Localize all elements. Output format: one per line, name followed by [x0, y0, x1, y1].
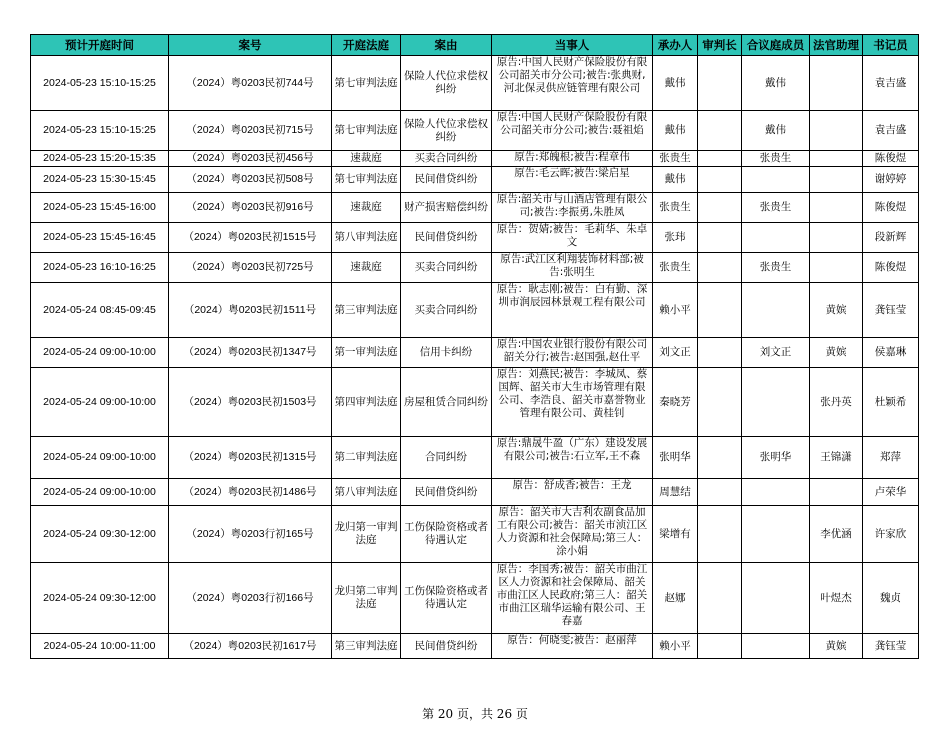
- panel-text: 张贵生: [759, 152, 792, 164]
- assistant-text: 黄嫔: [825, 639, 847, 652]
- cell-assistant: [810, 506, 863, 563]
- cell-time: [31, 111, 169, 151]
- court-text: 第三审判法庭: [334, 639, 398, 652]
- column-header: 承办人: [653, 35, 698, 56]
- court-text: 速裁庭: [350, 261, 382, 273]
- clerk-text: 卢荣华: [874, 485, 907, 498]
- cause-text: 保险人代位求偿权纠纷: [404, 117, 488, 143]
- cell-clerk: [863, 338, 919, 368]
- cell-judge: [653, 338, 698, 368]
- cell-parties: [492, 223, 653, 253]
- table-header-row: [31, 35, 919, 56]
- assistant-text: 黄嫔: [825, 303, 847, 316]
- case-text: （2024）粤0203行初166号: [186, 591, 314, 604]
- case-text: （2024）粤0203民初1511号: [183, 303, 317, 316]
- cell-panel: [742, 223, 810, 253]
- judge-text: 周慧结: [659, 485, 691, 498]
- cell-assistant: [810, 193, 863, 223]
- court-text: 第三审判法庭: [334, 303, 398, 316]
- cell-parties: [492, 437, 653, 479]
- cell-judge: [653, 479, 698, 506]
- column-header: 案由: [401, 35, 492, 56]
- cell-parties: [492, 368, 653, 437]
- cell-cause: [401, 634, 492, 659]
- court-text: 第二审判法庭: [334, 451, 398, 463]
- clerk-text: 段新辉: [874, 231, 907, 243]
- parties-text: 原告:毛云晖;被告:梁启星: [514, 167, 630, 179]
- table-body: [31, 56, 919, 659]
- cause-text: 民间借贷纠纷: [414, 173, 478, 185]
- column-header: 开庭法庭: [332, 35, 401, 56]
- cell-court: [332, 56, 401, 111]
- cell-court: [332, 437, 401, 479]
- cell-court: [332, 283, 401, 338]
- cell-cause: [401, 283, 492, 338]
- parties-text: 原告:鼎晟牛盈（广东）建设发展有限公司;被告:石立军,王不森: [496, 437, 648, 462]
- parties-text: 原告：韶关市大吉利农副食品加工有限公司;被告：韶关市浈江区人力资源和社会保障局;第三人：涂小娟: [496, 506, 648, 557]
- cell-clerk: [863, 56, 919, 111]
- judge-text: 赖小平: [659, 639, 691, 652]
- time-text: 2024-05-24 09:00-10:00: [43, 451, 156, 463]
- case-text: （2024）粤0203行初165号: [186, 527, 314, 540]
- cell-case: [169, 563, 332, 634]
- cell-clerk: [863, 283, 919, 338]
- cell-presiding: [698, 111, 742, 151]
- cell-panel: [742, 111, 810, 151]
- case-text: （2024）粤0203民初916号: [186, 201, 314, 213]
- cell-assistant: [810, 223, 863, 253]
- court-text: 速裁庭: [350, 152, 382, 164]
- cell-cause: [401, 506, 492, 563]
- table-row: [31, 283, 919, 338]
- clerk-text: 郑萍: [880, 451, 901, 463]
- table-row: [31, 506, 919, 563]
- column-header: 案号: [169, 35, 332, 56]
- case-text: （2024）粤0203民初744号: [186, 76, 314, 89]
- court-text: 第七审判法庭: [334, 76, 398, 89]
- case-text: （2024）粤0203民初1617号: [183, 639, 317, 652]
- cell-presiding: [698, 634, 742, 659]
- cell-time: [31, 563, 169, 634]
- cell-court: [332, 193, 401, 223]
- cell-clerk: [863, 479, 919, 506]
- court-text: 速裁庭: [350, 201, 382, 213]
- cell-parties: [492, 283, 653, 338]
- cell-court: [332, 563, 401, 634]
- cell-panel: [742, 253, 810, 283]
- cell-cause: [401, 193, 492, 223]
- cell-case: [169, 56, 332, 111]
- cell-clerk: [863, 506, 919, 563]
- case-text: （2024）粤0203民初1486号: [183, 485, 317, 498]
- cell-court: [332, 151, 401, 167]
- cell-panel: [742, 479, 810, 506]
- cell-presiding: [698, 479, 742, 506]
- case-text: （2024）粤0203民初725号: [186, 261, 314, 273]
- assistant-text: 叶煜杰: [820, 591, 852, 604]
- cell-clerk: [863, 167, 919, 193]
- judge-text: 戴伟: [664, 173, 686, 185]
- cell-clerk: [863, 368, 919, 437]
- parties-text: 原告：刘燕民;被告：李城凤、蔡国辉、韶关市大生市场管理有限公司、李浩良、韶关市嘉誉物业管理有限公司、黄桂钊: [496, 368, 648, 419]
- cell-judge: [653, 223, 698, 253]
- table-row: [31, 223, 919, 253]
- cell-parties: [492, 111, 653, 151]
- cell-cause: [401, 56, 492, 111]
- cause-text: 合同纠纷: [425, 451, 467, 463]
- clerk-text: 谢婷婷: [874, 173, 907, 185]
- cell-panel: [742, 151, 810, 167]
- cell-court: [332, 223, 401, 253]
- cell-parties: [492, 167, 653, 193]
- cell-parties: [492, 479, 653, 506]
- cell-case: [169, 479, 332, 506]
- judge-text: 赖小平: [659, 303, 691, 316]
- time-text: 2024-05-24 09:30-12:00: [43, 591, 156, 604]
- cause-text: 保险人代位求偿权纠纷: [404, 70, 488, 95]
- cell-parties: [492, 56, 653, 111]
- assistant-text: 黄嫔: [825, 346, 847, 358]
- cell-parties: [492, 193, 653, 223]
- cell-presiding: [698, 283, 742, 338]
- cell-clerk: [863, 223, 919, 253]
- cell-assistant: [810, 563, 863, 634]
- cell-assistant: [810, 437, 863, 479]
- cell-panel: [742, 368, 810, 437]
- cell-judge: [653, 151, 698, 167]
- cause-text: 信用卡纠纷: [419, 346, 473, 358]
- column-header: 预计开庭时间: [31, 35, 169, 56]
- cell-assistant: [810, 338, 863, 368]
- judge-text: 赵娜: [664, 591, 686, 604]
- clerk-text: 杜颖希: [874, 395, 907, 408]
- cell-presiding: [698, 563, 742, 634]
- clerk-text: 陈俊煜: [874, 261, 907, 273]
- time-text: 2024-05-23 15:30-15:45: [43, 173, 156, 185]
- clerk-text: 侯嘉琳: [874, 346, 907, 358]
- cell-cause: [401, 223, 492, 253]
- cell-clerk: [863, 111, 919, 151]
- parties-text: 原告:中国人民财产保险股份有限公司韶关市分公司;被告:聂祖焰: [496, 111, 648, 136]
- cell-time: [31, 253, 169, 283]
- cause-text: 财产损害赔偿纠纷: [404, 201, 488, 213]
- cell-court: [332, 634, 401, 659]
- cell-clerk: [863, 563, 919, 634]
- court-text: 第八审判法庭: [334, 231, 398, 243]
- cell-clerk: [863, 437, 919, 479]
- cell-clerk: [863, 193, 919, 223]
- cell-panel: [742, 193, 810, 223]
- cell-assistant: [810, 253, 863, 283]
- time-text: 2024-05-23 15:45-16:00: [43, 201, 156, 213]
- panel-text: 戴伟: [765, 124, 786, 136]
- cell-court: [332, 167, 401, 193]
- cell-time: [31, 193, 169, 223]
- court-text: 第八审判法庭: [334, 485, 398, 498]
- judge-text: 梁增有: [659, 527, 691, 540]
- clerk-text: 龚钰莹: [874, 303, 907, 316]
- cell-court: [332, 368, 401, 437]
- cell-parties: [492, 253, 653, 283]
- cause-text: 买卖合同纠纷: [414, 303, 478, 316]
- cell-time: [31, 283, 169, 338]
- cause-text: 工伤保险资格或者待遇认定: [404, 585, 488, 610]
- assistant-text: 李优涵: [820, 527, 852, 540]
- parties-text: 原告:中国人民财产保险股份有限公司韶关市分公司;被告:张典财,河北保灵供应链管理有限公司: [496, 56, 648, 94]
- cell-presiding: [698, 167, 742, 193]
- parties-text: 原告:武江区利翔装饰材料部;被告:张明生: [500, 253, 644, 278]
- cell-presiding: [698, 437, 742, 479]
- time-text: 2024-05-23 15:10-15:25: [43, 124, 156, 136]
- cell-cause: [401, 253, 492, 283]
- cell-case: [169, 506, 332, 563]
- time-text: 2024-05-23 16:10-16:25: [43, 261, 156, 273]
- judge-text: 张贵生: [659, 201, 691, 213]
- cell-court: [332, 111, 401, 151]
- cell-assistant: [810, 479, 863, 506]
- column-header: 审判长: [698, 35, 742, 56]
- cell-time: [31, 634, 169, 659]
- cause-text: 民间借贷纠纷: [414, 639, 478, 652]
- judge-text: 张玮: [664, 231, 686, 243]
- cell-presiding: [698, 151, 742, 167]
- cell-assistant: [810, 167, 863, 193]
- column-header: 当事人: [492, 35, 653, 56]
- table-row: [31, 167, 919, 193]
- cell-parties: [492, 338, 653, 368]
- cell-court: [332, 338, 401, 368]
- court-text: 第一审判法庭: [334, 346, 398, 358]
- table-row: [31, 437, 919, 479]
- clerk-text: 龚钰莹: [874, 639, 907, 652]
- cell-cause: [401, 167, 492, 193]
- cell-panel: [742, 167, 810, 193]
- cell-cause: [401, 111, 492, 151]
- cell-presiding: [698, 506, 742, 563]
- cause-text: 民间借贷纠纷: [414, 485, 478, 498]
- table-row: [31, 111, 919, 151]
- cell-presiding: [698, 56, 742, 111]
- panel-text: 戴伟: [765, 76, 786, 89]
- judge-text: 张明华: [659, 451, 691, 463]
- parties-text: 原告:韶关市与山酒店管理有限公司;被告:李振勇,朱胜凤: [496, 193, 648, 218]
- cell-case: [169, 283, 332, 338]
- court-text: 龙归第一审判法庭: [334, 521, 398, 546]
- judge-text: 张贵生: [659, 152, 691, 164]
- column-header: 书记员: [863, 35, 919, 56]
- judge-text: 戴伟: [664, 76, 686, 89]
- cause-text: 买卖合同纠纷: [414, 152, 478, 164]
- clerk-text: 许家欣: [874, 527, 907, 540]
- court-text: 龙归第二审判法庭: [334, 585, 398, 610]
- table-row: [31, 253, 919, 283]
- parties-text: 原告:郑魄根;被告:程章伟: [514, 151, 630, 163]
- table-row: [31, 151, 919, 167]
- case-text: （2024）粤0203民初1347号: [183, 346, 317, 358]
- panel-text: 刘文正: [759, 346, 792, 358]
- parties-text: 原告：舒成香;被告：王龙: [512, 479, 632, 491]
- cell-court: [332, 253, 401, 283]
- time-text: 2024-05-24 10:00-11:00: [43, 639, 156, 652]
- cell-assistant: [810, 56, 863, 111]
- panel-text: 张贵生: [759, 201, 792, 213]
- court-text: 第四审判法庭: [334, 395, 398, 408]
- time-text: 2024-05-24 09:00-10:00: [43, 485, 156, 498]
- cause-text: 买卖合同纠纷: [414, 261, 478, 273]
- column-header: 法官助理: [810, 35, 863, 56]
- cell-cause: [401, 437, 492, 479]
- column-header: 合议庭成员: [742, 35, 810, 56]
- cell-time: [31, 56, 169, 111]
- case-text: （2024）粤0203民初508号: [186, 173, 314, 185]
- court-text: 第七审判法庭: [334, 173, 398, 185]
- time-text: 2024-05-24 08:45-09:45: [43, 303, 156, 316]
- cell-clerk: [863, 634, 919, 659]
- cell-clerk: [863, 253, 919, 283]
- cell-presiding: [698, 253, 742, 283]
- parties-text: 原告：耿志刚;被告：白有勤、深圳市润辰园林景观工程有限公司: [496, 283, 648, 308]
- cell-time: [31, 338, 169, 368]
- cell-assistant: [810, 111, 863, 151]
- time-text: 2024-05-23 15:45-16:45: [43, 231, 156, 243]
- cell-case: [169, 634, 332, 659]
- cell-time: [31, 479, 169, 506]
- cell-judge: [653, 506, 698, 563]
- cell-case: [169, 193, 332, 223]
- cell-time: [31, 151, 169, 167]
- cell-panel: [742, 338, 810, 368]
- cell-cause: [401, 338, 492, 368]
- cell-judge: [653, 111, 698, 151]
- cell-presiding: [698, 368, 742, 437]
- table-row: [31, 479, 919, 506]
- cell-panel: [742, 506, 810, 563]
- time-text: 2024-05-23 15:10-15:25: [43, 76, 156, 89]
- judge-text: 张贵生: [659, 261, 691, 273]
- cell-assistant: [810, 151, 863, 167]
- cell-court: [332, 479, 401, 506]
- cell-judge: [653, 634, 698, 659]
- parties-text: 原告：李国秀;被告：韶关市曲江区人力资源和社会保障局、韶关市曲江区人民政府;第三人：韶关市曲江区瑞华运输有限公司、王春嘉: [496, 563, 648, 627]
- judge-text: 秦晓芳: [659, 395, 691, 408]
- cause-text: 房屋租赁合同纠纷: [404, 395, 488, 408]
- cell-panel: [742, 56, 810, 111]
- cell-assistant: [810, 368, 863, 437]
- cell-time: [31, 167, 169, 193]
- cell-panel: [742, 437, 810, 479]
- cell-judge: [653, 563, 698, 634]
- clerk-text: 陈俊煜: [874, 201, 907, 213]
- cell-presiding: [698, 223, 742, 253]
- cell-clerk: [863, 151, 919, 167]
- cell-case: [169, 223, 332, 253]
- cause-text: 民间借贷纠纷: [414, 231, 478, 243]
- cell-parties: [492, 634, 653, 659]
- cell-presiding: [698, 338, 742, 368]
- case-text: （2024）粤0203民初715号: [186, 124, 314, 136]
- assistant-text: 王锦潇: [820, 451, 852, 463]
- hearing-schedule-table: [30, 34, 919, 659]
- parties-text: 原告:中国农业银行股份有限公司韶关分行;被告:赵国强,赵仕平: [496, 338, 648, 363]
- cell-parties: [492, 563, 653, 634]
- cell-case: [169, 111, 332, 151]
- cell-judge: [653, 167, 698, 193]
- cell-judge: [653, 193, 698, 223]
- cause-text: 工伤保险资格或者待遇认定: [404, 521, 488, 546]
- cell-cause: [401, 563, 492, 634]
- cell-case: [169, 338, 332, 368]
- cell-cause: [401, 368, 492, 437]
- judge-text: 刘文正: [659, 346, 691, 358]
- time-text: 2024-05-24 09:00-10:00: [43, 346, 156, 358]
- cell-assistant: [810, 283, 863, 338]
- case-text: （2024）粤0203民初1515号: [183, 231, 317, 243]
- table-row: [31, 368, 919, 437]
- cell-assistant: [810, 634, 863, 659]
- cell-court: [332, 506, 401, 563]
- panel-text: 张明华: [759, 451, 792, 463]
- table-row: [31, 634, 919, 659]
- cell-case: [169, 253, 332, 283]
- clerk-text: 魏贞: [880, 591, 901, 604]
- cell-panel: [742, 563, 810, 634]
- cell-judge: [653, 56, 698, 111]
- cell-judge: [653, 253, 698, 283]
- cell-judge: [653, 283, 698, 338]
- cell-judge: [653, 368, 698, 437]
- case-text: （2024）粤0203民初456号: [186, 152, 314, 164]
- case-text: （2024）粤0203民初1315号: [183, 451, 317, 463]
- table-row: [31, 563, 919, 634]
- cell-time: [31, 506, 169, 563]
- time-text: 2024-05-24 09:00-10:00: [43, 395, 156, 408]
- cell-case: [169, 167, 332, 193]
- time-text: 2024-05-24 09:30-12:00: [43, 527, 156, 540]
- cell-time: [31, 223, 169, 253]
- cell-time: [31, 368, 169, 437]
- table-row: [31, 338, 919, 368]
- table-row: [31, 56, 919, 111]
- cell-case: [169, 151, 332, 167]
- parties-text: 原告：贺婧;被告：毛莉华、朱卓文: [496, 223, 648, 248]
- cell-parties: [492, 506, 653, 563]
- clerk-text: 袁吉盛: [874, 76, 907, 89]
- parties-text: 原告：何晓雯;被告：赵丽萍: [507, 634, 637, 646]
- cell-case: [169, 368, 332, 437]
- panel-text: 张贵生: [759, 261, 792, 273]
- page-footer: 第 20 页，共 26 页: [422, 707, 528, 721]
- clerk-text: 袁吉盛: [874, 124, 907, 136]
- cell-cause: [401, 479, 492, 506]
- cell-judge: [653, 437, 698, 479]
- cell-case: [169, 437, 332, 479]
- table-row: [31, 193, 919, 223]
- judge-text: 戴伟: [664, 124, 686, 136]
- cell-panel: [742, 283, 810, 338]
- case-text: （2024）粤0203民初1503号: [183, 395, 317, 408]
- cell-presiding: [698, 193, 742, 223]
- clerk-text: 陈俊煜: [874, 152, 907, 164]
- court-text: 第七审判法庭: [334, 124, 398, 136]
- cell-parties: [492, 151, 653, 167]
- cell-cause: [401, 151, 492, 167]
- assistant-text: 张丹英: [820, 395, 852, 408]
- cell-panel: [742, 634, 810, 659]
- time-text: 2024-05-23 15:20-15:35: [43, 152, 156, 164]
- cell-time: [31, 437, 169, 479]
